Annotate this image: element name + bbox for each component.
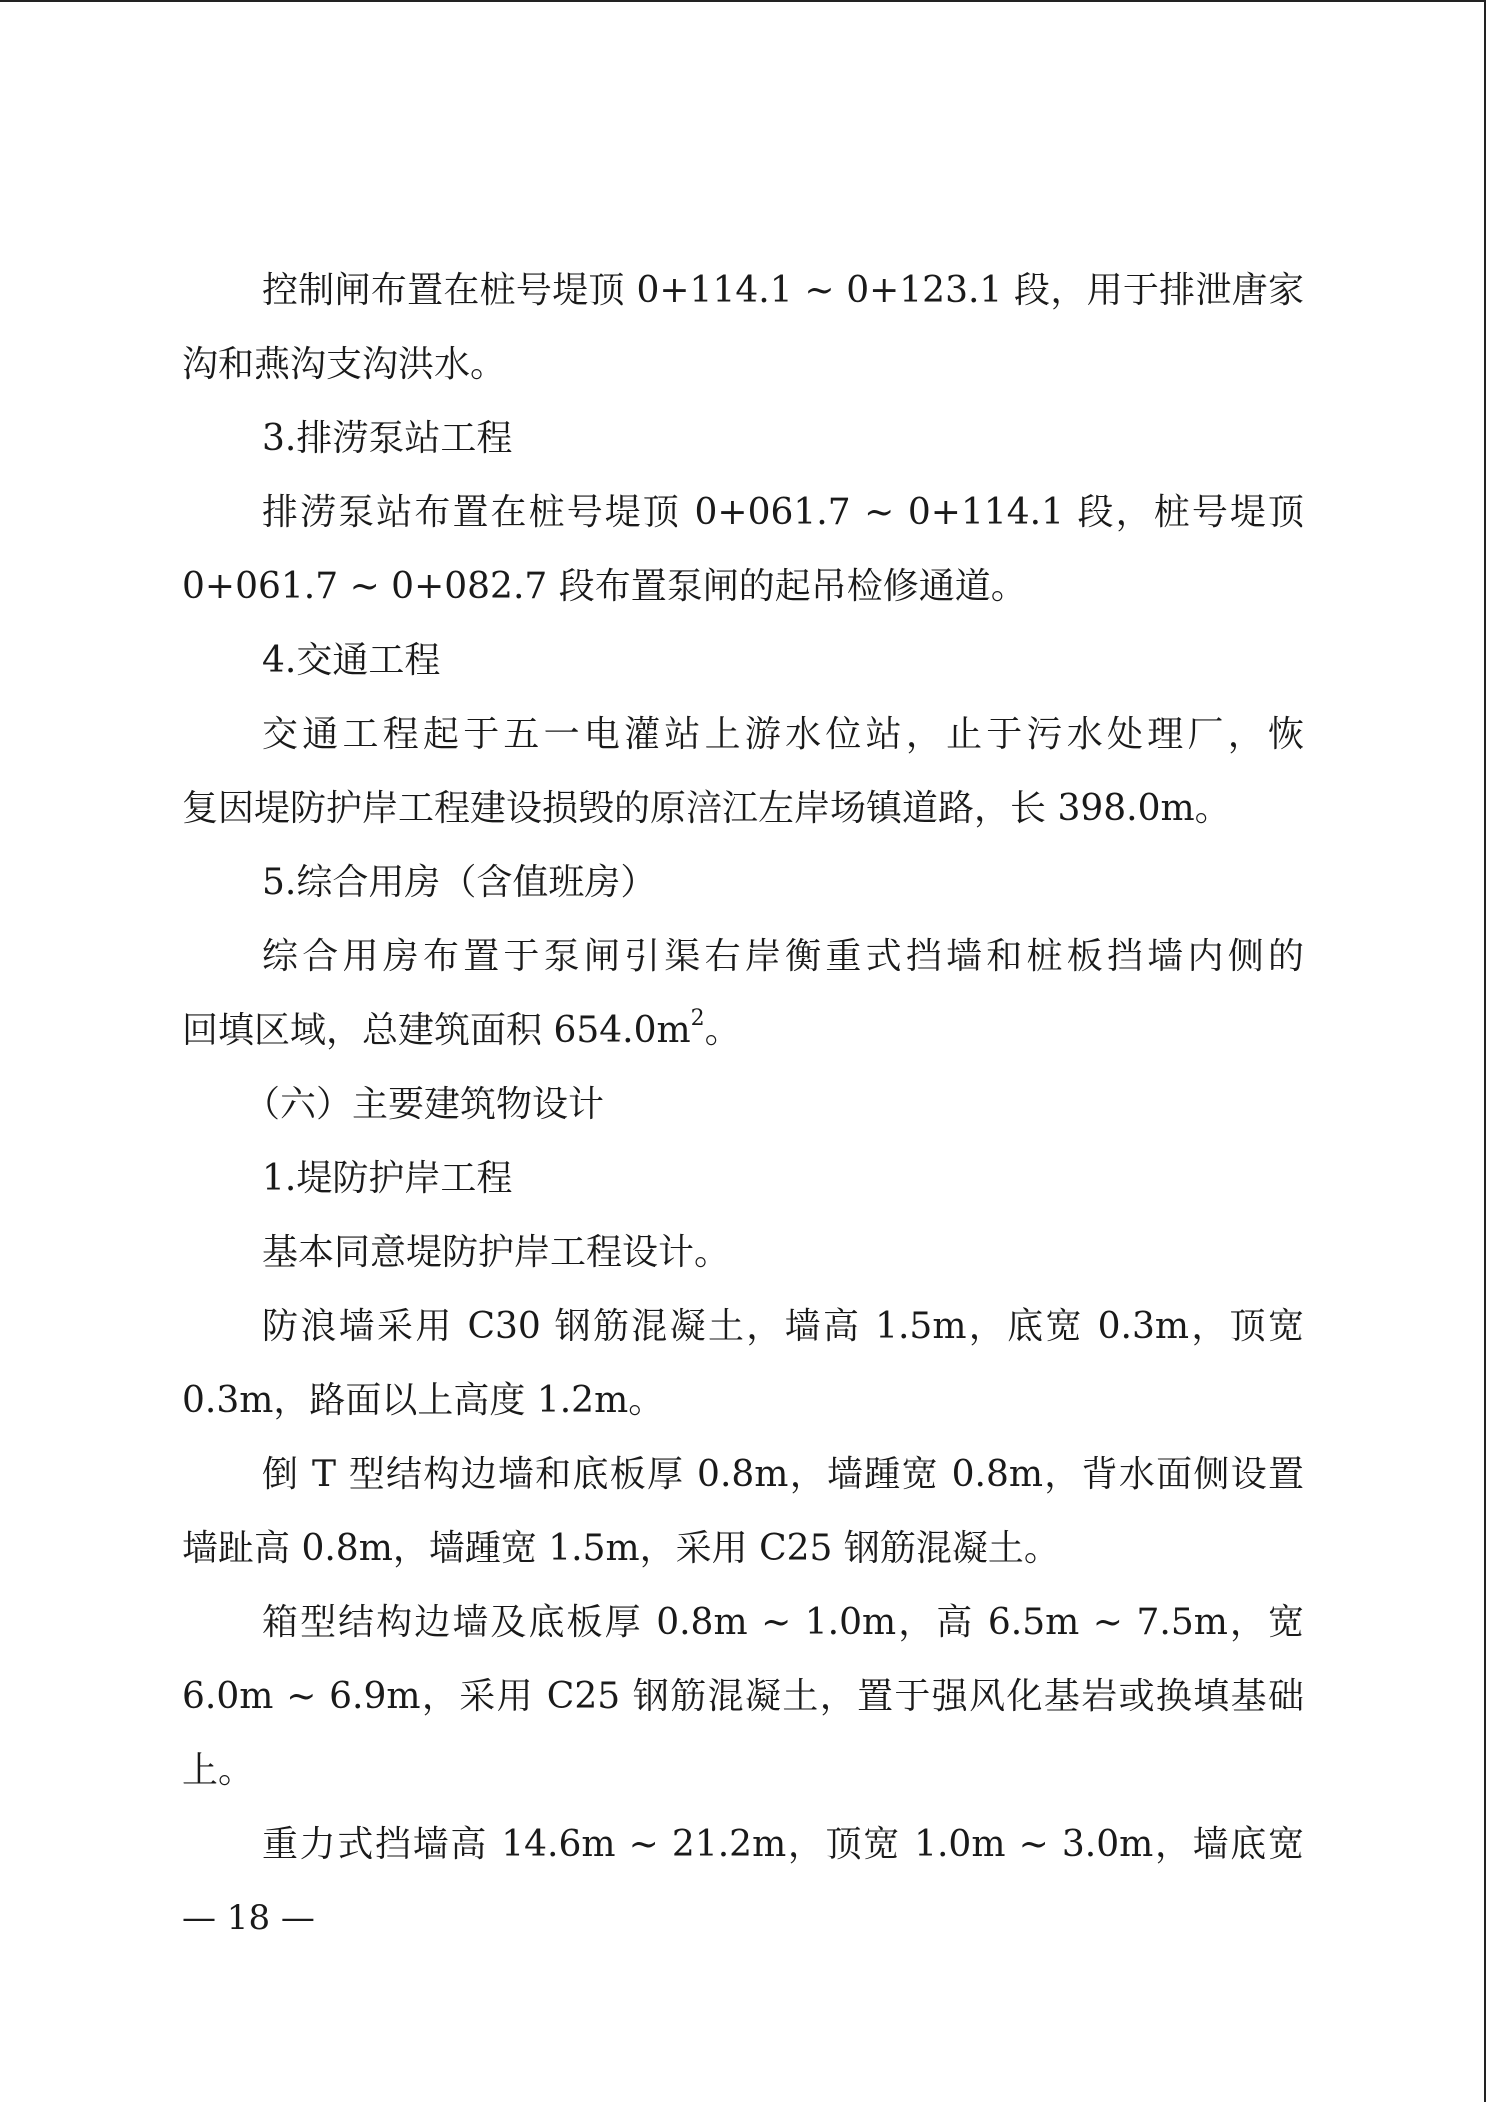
- paragraph-line: 上。: [182, 1750, 255, 1791]
- period-mark: 。: [704, 1010, 741, 1051]
- paragraph-line: 基本同意堤防护岸工程设计。: [262, 1232, 731, 1273]
- paragraph-line: 0.3m，路面以上高度 1.2m。: [182, 1380, 665, 1421]
- paragraph-line: 0+061.7 ~ 0+082.7 段布置泵闸的起吊检修通道。: [182, 566, 1027, 607]
- section-heading: （六）主要建筑物设计: [244, 1084, 605, 1125]
- paragraph-line: 倒 T 型结构边墙和底板厚 0.8m，墙踵宽 0.8m，背水面侧设置: [262, 1454, 1304, 1495]
- paragraph-line: 沟和燕沟支沟洪水。: [182, 344, 507, 385]
- paragraph-line: 6.0m ~ 6.9m，采用 C25 钢筋混凝土，置于强风化基岩或换填基础: [182, 1676, 1304, 1717]
- section-heading: 1.堤防护岸工程: [262, 1158, 513, 1199]
- document-body: [182, 254, 1304, 1882]
- area-text: 回填区域，总建筑面积 654.0m: [182, 1010, 691, 1051]
- page-number: — 18 —: [182, 1898, 315, 1938]
- paragraph-line: [182, 994, 1304, 1068]
- paragraph-line: 排涝泵站布置在桩号堤顶 0+061.7 ~ 0+114.1 段，桩号堤顶: [262, 492, 1304, 533]
- paragraph-line: 交通工程起于五一电灌站上游水位站，止于污水处理厂，恢: [262, 714, 1304, 755]
- paragraph-line: 防浪墙采用 C30 钢筋混凝土，墙高 1.5m，底宽 0.3m，顶宽: [262, 1306, 1304, 1347]
- section-heading: 5.综合用房（含值班房）: [262, 862, 657, 903]
- paragraph-line: 箱型结构边墙及底板厚 0.8m ~ 1.0m，高 6.5m ~ 7.5m，宽: [262, 1602, 1304, 1643]
- paragraph-line: 综合用房布置于泵闸引渠右岸衡重式挡墙和桩板挡墙内侧的: [262, 936, 1304, 977]
- paragraph-line: 墙趾高 0.8m，墙踵宽 1.5m，采用 C25 钢筋混凝土。: [182, 1528, 1060, 1569]
- paragraph-line: 重力式挡墙高 14.6m ~ 21.2m，顶宽 1.0m ~ 3.0m，墙底宽: [262, 1824, 1304, 1865]
- superscript-two: 2: [690, 1006, 705, 1031]
- paragraph-line: 复因堤防护岸工程建设损毁的原涪江左岸场镇道路，长 398.0m。: [182, 788, 1231, 829]
- section-heading: 4.交通工程: [262, 640, 441, 681]
- section-heading: 3.排涝泵站工程: [262, 418, 513, 459]
- paragraph-line: 控制闸布置在桩号堤顶 0+114.1 ~ 0+123.1 段，用于排泄唐家: [262, 270, 1304, 311]
